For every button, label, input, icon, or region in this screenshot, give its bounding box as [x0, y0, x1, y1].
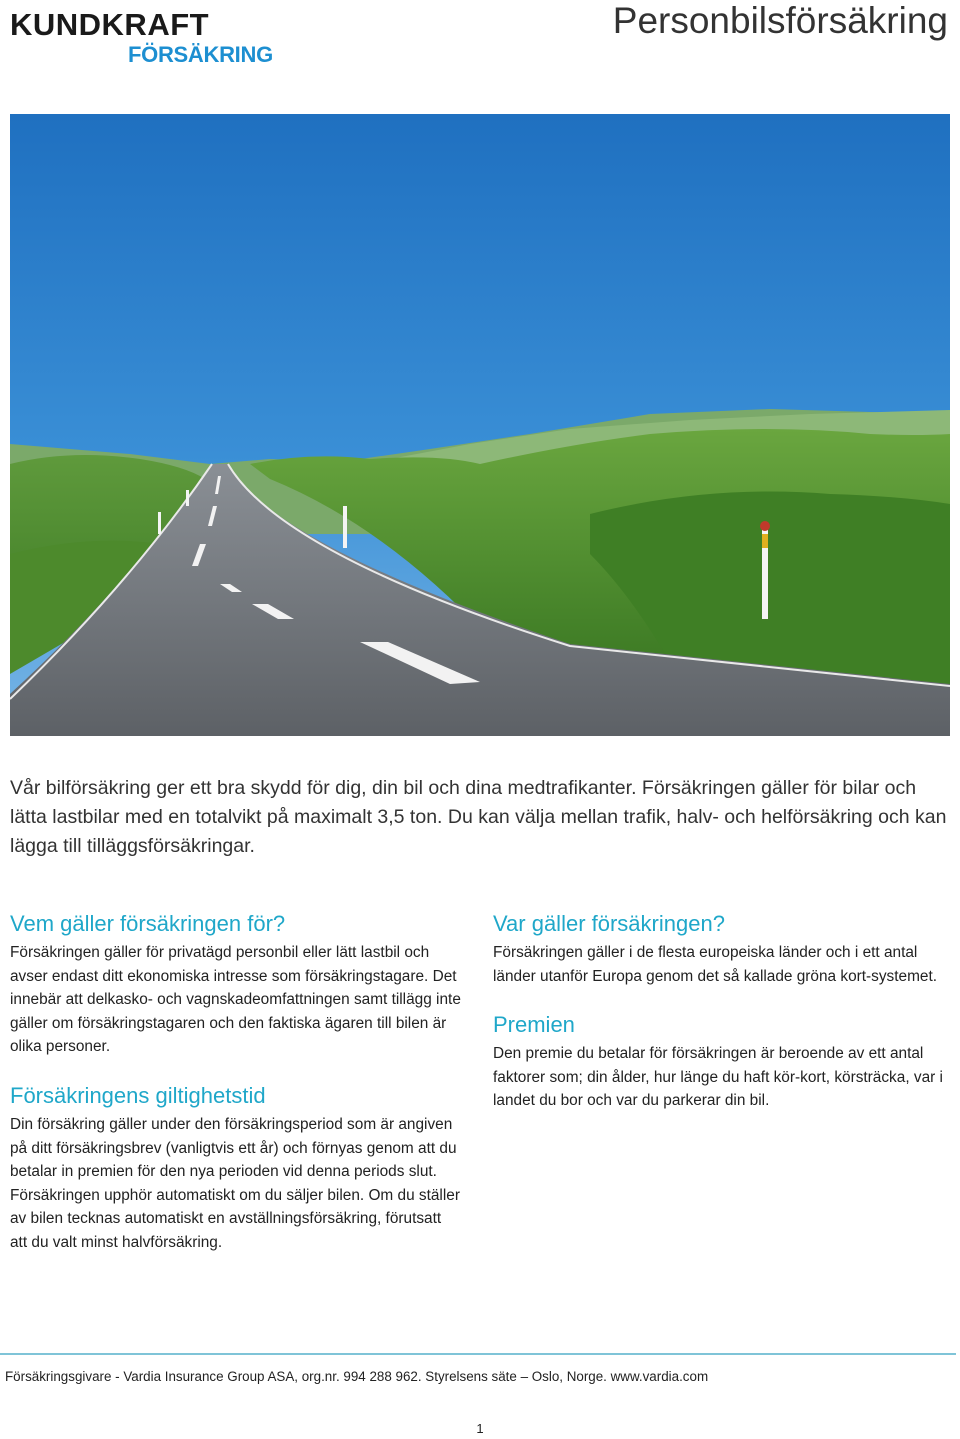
- section-text-where: Försäkringen gäller i de flesta europeiska länder och i ett antal länder utanför Europa genom det så kallade gröna kort-systemet.: [493, 944, 938, 985]
- section-who: [10, 910, 462, 1059]
- section-text-premium: Den premie du betalar för försäkringen är beroende av ett antal faktorer som; din ålder, hur länge du haft kör-kort, körsträcka, var i landet du bor och var du parkerar din bil.: [493, 1045, 943, 1110]
- intro-paragraph: Vår bilförsäkring ger ett bra skydd för dig, din bil och dina medtrafikanter. Försäkringen gäller för bilar och lätta lastbilar med en totalvikt på maximalt 3,5 ton. Du kan välja mellan trafik, halv- och helförsäkring och kan lägga till tilläggsförsäkringar.: [10, 777, 947, 857]
- road-landscape-illustration: [10, 114, 950, 736]
- document-title: Personbilsförsäkring: [612, 0, 948, 41]
- section-heading-premium: Premien: [493, 1012, 575, 1038]
- section-heading-validity: Försäkringens giltighetstid: [10, 1082, 266, 1108]
- section-heading-who: Vem gäller försäkringen för?: [10, 911, 286, 936]
- footer-legal-text: Försäkringsgivare - Vardia Insurance Group ASA, org.nr. 994 288 962. Styrelsens säte – Oslo, Norge. www.vardia.com: [5, 1369, 709, 1384]
- section-text-validity: Din försäkring gäller under den försäkringsperiod som är angiven på ditt försäkringsbrev (vanligtvis ett år) och förnyas genom att du betalar in premien för den nya perioden vid denna periods slut. Försäkringen upphör automatiskt om du säljer bilen. Om du ställer av bilen tecknas automatiskt en avställningsförsäkring, förutsatt att du valt minst halvförsäkring.: [10, 1115, 460, 1251]
- section-text-who: Försäkringen gäller för privatägd personbil eller lätt lastbil och avser endast ditt ekonomiska intresse som försäkringstagare. Det innebär att delkasko- och vagnskadeomfattningen samt tillägg inte gäller om försäkringstagaren och den faktiska ägaren till bilen är olika personer.: [10, 944, 461, 1056]
- logo-wordmark: KUNDKRAFT: [10, 7, 210, 42]
- hero-road-image: [10, 114, 950, 736]
- footer-divider: [0, 1353, 956, 1355]
- page-number: 1: [476, 1421, 484, 1436]
- left-column: [10, 910, 462, 1255]
- section-validity: [10, 1082, 462, 1255]
- right-column: [493, 910, 945, 1113]
- section-heading-where: Var gäller försäkringen?: [493, 911, 725, 936]
- section-premium: [493, 1011, 945, 1113]
- logo-subtitle: FÖRSÄKRING: [128, 42, 273, 67]
- section-where: [493, 910, 945, 988]
- company-logo: [10, 8, 272, 70]
